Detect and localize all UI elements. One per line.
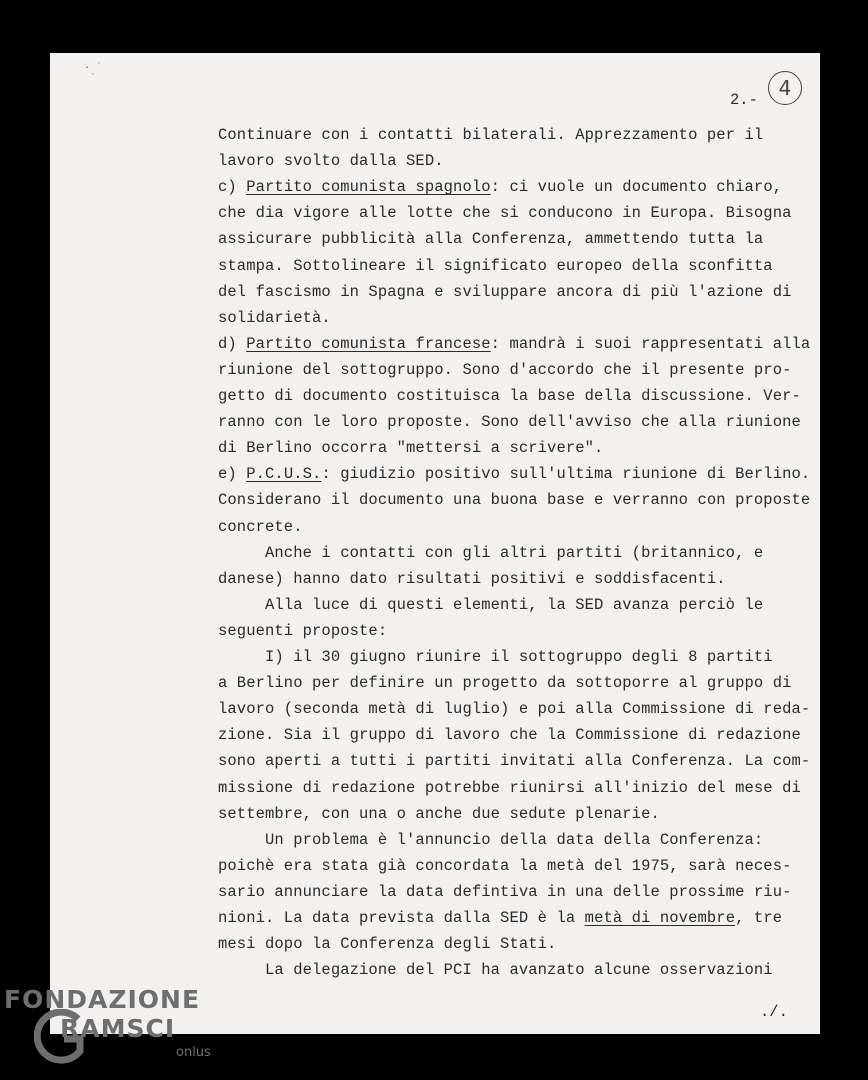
text-line: che dia vigore alle lotte che si conducono in Europa. Bisogna — [218, 204, 792, 223]
text-line: mesi dopo la Conferenza degli Stati. — [218, 935, 557, 954]
text-line: danese) hanno dato risultati positivi e soddisfacenti. — [218, 569, 726, 588]
text-line: lavoro svolto dalla SED. — [218, 152, 444, 171]
text-line: di Berlino occorra "mettersi a scrivere". — [218, 439, 604, 458]
document-page — [50, 53, 820, 1034]
text-line: riunione del sottogruppo. Sono d'accordo che il presente pro- — [218, 360, 792, 379]
underlined-text: Partito comunista spagnolo — [246, 178, 491, 197]
logo-subtitle: onlus — [176, 1045, 211, 1060]
text-run: d) — [218, 334, 247, 353]
text-line: Un problema è l'annuncio della data della Conferenza: — [218, 830, 764, 849]
text-line: Anche i contatti con gli altri partiti (britannico, e — [218, 543, 764, 562]
text-line: concrete. — [218, 517, 303, 536]
text-run: : giudizio positivo sull'ultima riunione di Berlino. — [321, 465, 811, 484]
text-line: solidarietà. — [218, 308, 331, 327]
text-line: assicurare pubblicità alla Conferenza, ammettendo tutta la — [218, 230, 764, 249]
text-run: c) — [218, 178, 247, 197]
text-line: Alla luce di questi elementi, la SED avanza perciò le — [218, 595, 764, 614]
underlined-text: Partito comunista francese — [246, 334, 491, 353]
text-line: Considerano il documento una buona base e verranno con proposte — [218, 491, 811, 510]
text-line: sario annunciare la data defintiva in una delle prossime riu- — [218, 882, 792, 901]
text-line — [218, 909, 782, 927]
text-run: : mandrà i suoi rappresentati alla — [490, 334, 811, 353]
text-line: del fascismo in Spagna e sviluppare ancora di più l'azione di — [218, 282, 792, 301]
text-line: Continuare con i contatti bilaterali. Apprezzamento per il — [218, 126, 764, 144]
circled-page-number: 4 — [768, 71, 802, 105]
logo-text-bottom: RAMSCI — [60, 1014, 176, 1043]
text-run: , tre — [735, 909, 783, 927]
text-line — [218, 178, 782, 196]
logo-text-top: FONDAZIONE — [4, 985, 201, 1014]
underlined-text: metà di novembre — [584, 909, 736, 927]
text-line: poichè era stata già concordata la metà del 1975, sarà neces- — [218, 856, 792, 875]
text-line: settembre, con una o anche due sedute plenarie. — [218, 804, 660, 823]
underlined-text: P.C.U.S. — [246, 465, 322, 484]
continuation-mark: ./. — [760, 1003, 788, 1021]
text-line: ranno con le loro proposte. Sono dell'avviso che alla riunione — [218, 413, 801, 432]
paper-specks: · ˙ ˙ — [84, 63, 103, 85]
text-run: e) — [218, 465, 247, 484]
text-line — [218, 335, 810, 353]
page-number: 2.- — [730, 91, 758, 109]
text-line — [218, 465, 810, 483]
text-run: : ci vuole un documento chiaro, — [490, 178, 783, 197]
text-line: stampa. Sottolineare il significato europeo della sconfitta — [218, 256, 773, 275]
text-line: sono aperti a tutti i partiti invitati alla Conferenza. La com- — [218, 752, 811, 771]
text-line: getto di documento costituisca la base della discussione. Ver- — [218, 387, 801, 405]
text-line: zione. Sia il gruppo di lavoro che la Commissione di redazione — [218, 726, 801, 745]
text-run: nioni. La data prevista dalla SED è la — [218, 909, 585, 927]
fondazione-gramsci-logo — [4, 985, 224, 1075]
text-line: lavoro (seconda metà di luglio) e poi alla Commissione di reda- — [218, 700, 811, 719]
text-line: La delegazione del PCI ha avanzato alcune osservazioni — [218, 961, 773, 980]
text-line: missione di redazione potrebbe riunirsi all'inizio del mese di — [218, 778, 801, 797]
text-line: I) il 30 giugno riunire il sottogruppo degli 8 partiti — [218, 648, 773, 666]
text-line: a Berlino per definire un progetto da sottoporre al gruppo di — [218, 674, 792, 693]
text-line: seguenti proposte: — [218, 621, 388, 640]
